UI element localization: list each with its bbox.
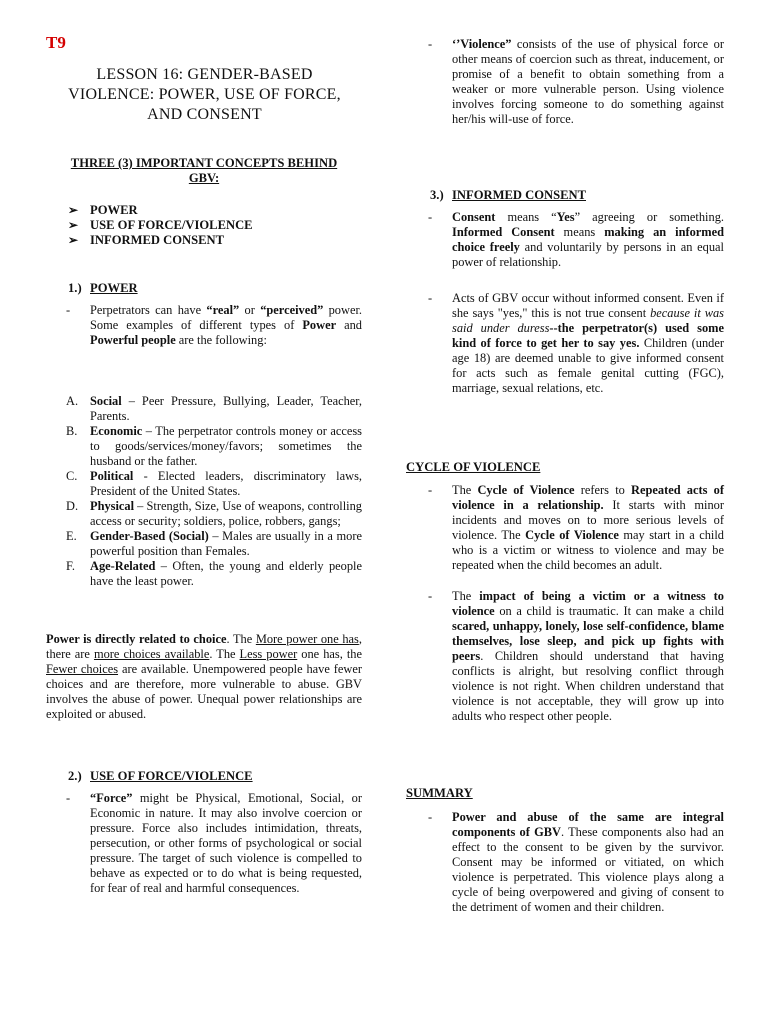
section-2-heading: 2.) USE OF FORCE/VIOLENCE [68,769,253,783]
power-intro: - Perpetrators can have “real” or “perceived” power. Some examples of different types of Power and Powerful people are the following: [66,303,362,347]
power-type-item: E. Gender-Based (Social) – Males are usually in a more powerful position than Females. [66,529,362,558]
power-choice-paragraph: Power is directly related to choice. The More power one has, there are more choices available. The Less power one has, the Fewer choices are available. Unempowered people have fewer choices and are therefore, more vulnerable to abuse. GBV involves the abuse of power. Unequal power relationships are exploited or abused. [46,632,362,721]
concepts-heading: THREE (3) IMPORTANT CONCEPTS BEHIND GBV: [70,156,338,185]
summary-heading: SUMMARY [406,786,473,800]
gbv-consent-paragraph: - Acts of GBV occur without informed consent. Even if she says "yes," this is not true consent because it was said under duress--the perpetrator(s) used some kind of force to get her to say yes. Children (under age 18) are deemed unable to give informed consent for acts such as female genital cutting (FGC), marriage, sexual relations, etc. [428,291,724,395]
section-3-heading: 3.) INFORMED CONSENT [430,188,586,202]
power-types-list [66,394,362,589]
arrowhead-bullet-icon: ➢ [68,233,79,247]
lesson-title: LESSON 16: GENDER-BASED VIOLENCE: POWER, USE OF FORCE, AND CONSENT [68,66,341,123]
force-definition: - “Force” might be Physical, Emotional, Social, or Economic in nature. It may also involve coercion or pressure. Force also includes intimidation, threats, persecution, or other forms of psychological or social pressure. The target of such violence is compelled to behave as expected or to do what is being requested, for fear of real and harmful consequences. [66,791,362,895]
cycle-impact: - The impact of being a victim or a witness to violence on a child is traumatic. It can make a child scared, unhappy, lonely, lose self-confidence, blame themselves, lose sleep, and pick up fights with peers. Children should understand that having conflicts is alright, but resolving conflict through violence is not right. When children understand that violence is not acceptable, they will grow up into adults who respect other people. [428,589,724,723]
concept-item: ➢ INFORMED CONSENT [68,233,224,247]
power-type-item: C. Political - Elected leaders, discriminatory laws, President of the United States. [66,469,362,498]
power-type-item: D. Physical – Strength, Size, Use of weapons, controlling access or security; soldiers, police, robbers, gangs; [66,499,362,528]
arrowhead-bullet-icon: ➢ [68,218,79,232]
violence-definition: - ‘’Violence” consists of the use of physical force or other means of coercion such as threat, inducement, or promise of a benefit to obtain something from a weaker or more vulnerable person. Using violence involves forcing someone to do something against her/his will-use of force. [428,37,724,126]
consent-definition: - Consent means “Yes” agreeing or something. Informed Consent means making an informed choice freely and voluntarily by persons in an equal power of relationship. [428,210,725,269]
concept-item: ➢ POWER [68,203,138,217]
power-type-item: F. Age-Related – Often, the young and elderly people have the least power. [66,559,362,588]
section-1-heading: 1.) POWER [68,281,138,295]
cycle-definition: - The Cycle of Violence refers to Repeated acts of violence in a relationship. It starts with minor incidents and moves on to more serious levels of violence. The Cycle of Violence may start in a child who is a victim or witness to violence and may be repeated when the child becomes an adult. [428,483,724,572]
cycle-heading: CYCLE OF VIOLENCE [406,460,541,474]
power-type-item: A. Social – Peer Pressure, Bullying, Leader, Teacher, Parents. [66,394,362,423]
power-type-item: B. Economic – The perpetrator controls money or access to goods/services/money/favors; sometimes the husband or the father. [66,424,362,468]
page-tag: T9 [46,33,66,52]
arrowhead-bullet-icon: ➢ [68,203,79,217]
concepts-list [68,203,253,248]
concept-item: ➢ USE OF FORCE/VIOLENCE [68,218,253,232]
summary-paragraph: - Power and abuse of the same are integral components of GBV. These components also had an effect to the consent to be given by the survivor. Consent may be informed or vitiated, on which violence is perpetrated. This violence plays along a cycle of being overpowered and giving of consent to the detriment of women and their children. [428,810,724,914]
